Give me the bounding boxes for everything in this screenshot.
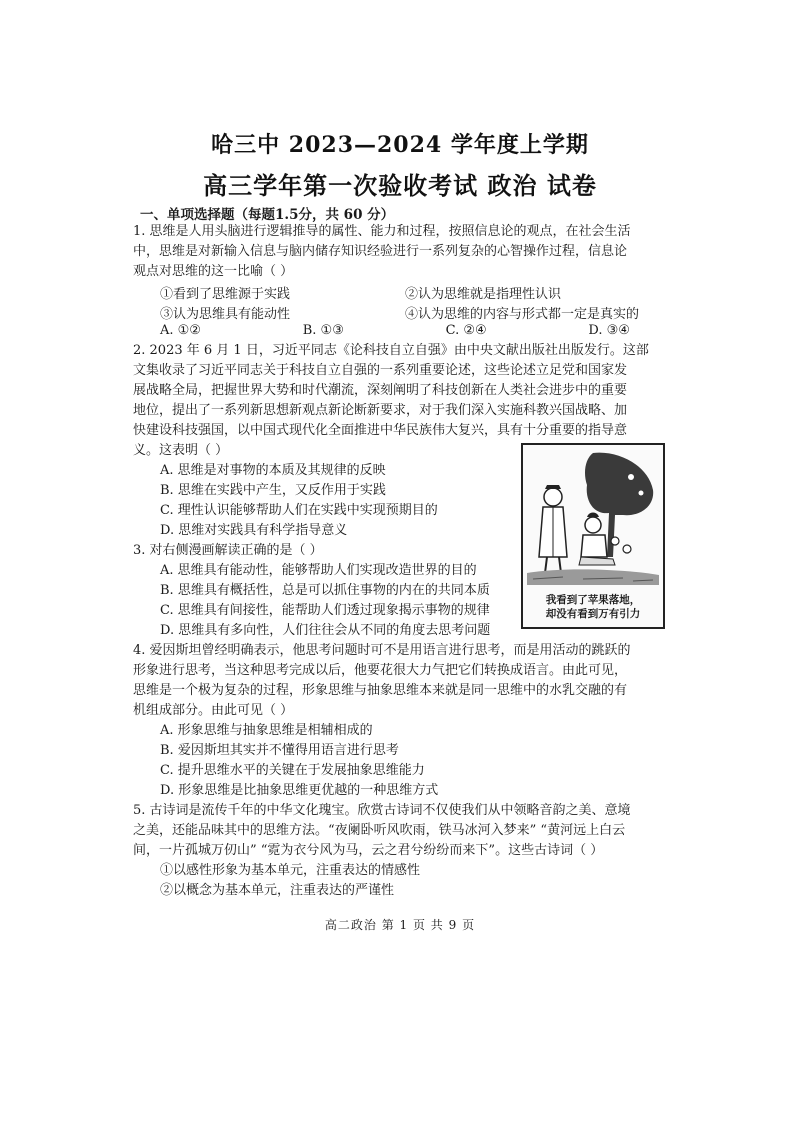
question-text-line: 快建设科技强国，以中国式现代化全面推进中华民族伟大复兴，具有十分重要的指导意 — [133, 423, 628, 438]
option-b: B. 思维在实践中产生，又反作用于实践 — [160, 483, 386, 498]
newton-cartoon — [521, 443, 665, 629]
question-text-line: 形象进行思考，当这种思考完成以后，他要花很大力气把它们转换成语言。由此可见， — [133, 663, 628, 678]
question-text-line: 文集收录了习近平同志关于科技自立自强的一系列重要论述，这些论述立足党和国家发 — [133, 363, 628, 378]
statement-item: ②认为思维就是指理性认识 — [405, 287, 562, 302]
question-text-line: 机组成部分。由此可见（ ） — [133, 703, 294, 718]
statement-row — [160, 283, 680, 302]
option-c: C. ②④ — [445, 323, 487, 338]
statement-item: ③认为思维具有能动性 — [160, 307, 291, 322]
question-text-line: 思维是一个极为复杂的过程，形象思维与抽象思维本来就是同一思维中的水乳交融的有 — [133, 683, 628, 698]
question-text-line: 1. 思维是人用头脑进行逻辑推导的属性、能力和过程，按照信息论的观点，在社会生活 — [133, 224, 631, 239]
question-text-line: 2. 2023 年 6 月 1 日，习近平同志《论科技自立自强》由中央文献出版社出版发行。这部 — [133, 343, 649, 358]
question-text-line: 3. 对右侧漫画解读正确的是（ ） — [133, 543, 323, 558]
option-a: A. ①② — [160, 323, 201, 338]
statement-item: ①以感性形象为基本单元，注重表达的情感性 — [160, 863, 421, 878]
option-a: A. 形象思维与抽象思维是相辅相成的 — [160, 723, 373, 738]
option-c: C. 思维具有间接性，能帮助人们透过现象揭示事物的规律 — [160, 603, 490, 618]
option-a: A. 思维是对事物的本质及其规律的反映 — [160, 463, 386, 478]
option-b: B. ①③ — [302, 323, 344, 338]
question-text-line: 义。这表明（ ） — [133, 443, 229, 458]
question-text-line: 中，思维是对新输入信息与脑内储存知识经验进行一系列复杂的心智操作过程，信息论 — [133, 244, 628, 259]
question-text-line: 展战略全局，把握世界大势和时代潮流，深刻阐明了科技创新在人类社会进步中的重要 — [133, 383, 628, 398]
option-b: B. 思维具有概括性，总是可以抓住事物的内在的共同本质 — [160, 583, 490, 598]
exam-title-line2: 高三学年第一次验收考试 政治 试卷 — [203, 171, 597, 200]
question-text-line: 地位，提出了一系列新思想新观点新论断新要求，对于我们深入实施科教兴国战略、加 — [133, 403, 628, 418]
option-b: B. 爱因斯坦其实并不懂得用语言进行思考 — [160, 743, 399, 758]
statement-item: ④认为思维的内容与形式都一定是真实的 — [405, 307, 640, 322]
question-text-line: 之美，还能品味其中的思维方法。“夜阑卧听风吹雨，铁马冰河入梦来” “黄河远上白云 — [133, 823, 626, 838]
question-text-line: 间，一片孤城万仞山” “霓为衣兮风为马，云之君兮纷纷而来下”。这些古诗词（ ） — [133, 843, 604, 858]
statement-item: ②以概念为基本单元，注重表达的严谨性 — [160, 883, 395, 898]
option-d: D. 形象思维是比抽象思维更优越的一种思维方式 — [160, 783, 439, 798]
option-d: D. ③④ — [588, 323, 630, 338]
option-d: D. 思维具有多向性，人们往往会从不同的角度去思考问题 — [160, 623, 491, 638]
cartoon-caption-line: 我看到了苹果落地， — [545, 594, 641, 606]
question-text-line: 观点对思维的这一比喻（ ） — [133, 264, 294, 279]
option-c: C. 理性认识能够帮助人们在实践中实现预期目的 — [160, 503, 438, 518]
option-row — [160, 323, 630, 338]
section-heading: 一、单项选择题（每题1.5分，共 60 分） — [140, 207, 395, 223]
question-text-line: 5. 古诗词是流传千年的中华文化瑰宝。欣赏古诗词不仅使我们从中领略音韵之美、意境 — [133, 803, 631, 818]
question-text-line: 4. 爱因斯坦曾经明确表示，他思考问题时可不是用语言进行思考，而是用活动的跳跃的 — [133, 643, 631, 658]
page-footer: 高二政治 第 1 页 共 9 页 — [324, 918, 476, 932]
exam-title-line1: 哈三中 2023—2024 学年度上学期 — [211, 132, 589, 158]
statement-row — [160, 303, 680, 322]
option-d: D. 思维对实践具有科学指导意义 — [160, 523, 348, 538]
cartoon-caption-line: 却没有看到万有引力 — [545, 608, 641, 620]
option-c: C. 提升思维水平的关键在于发展抽象思维能力 — [160, 763, 425, 778]
cartoon-illustration-icon — [523, 445, 663, 590]
option-a: A. 思维具有能动性，能够帮助人们实现改造世界的目的 — [160, 563, 477, 578]
statement-item: ①看到了思维源于实践 — [160, 287, 291, 302]
